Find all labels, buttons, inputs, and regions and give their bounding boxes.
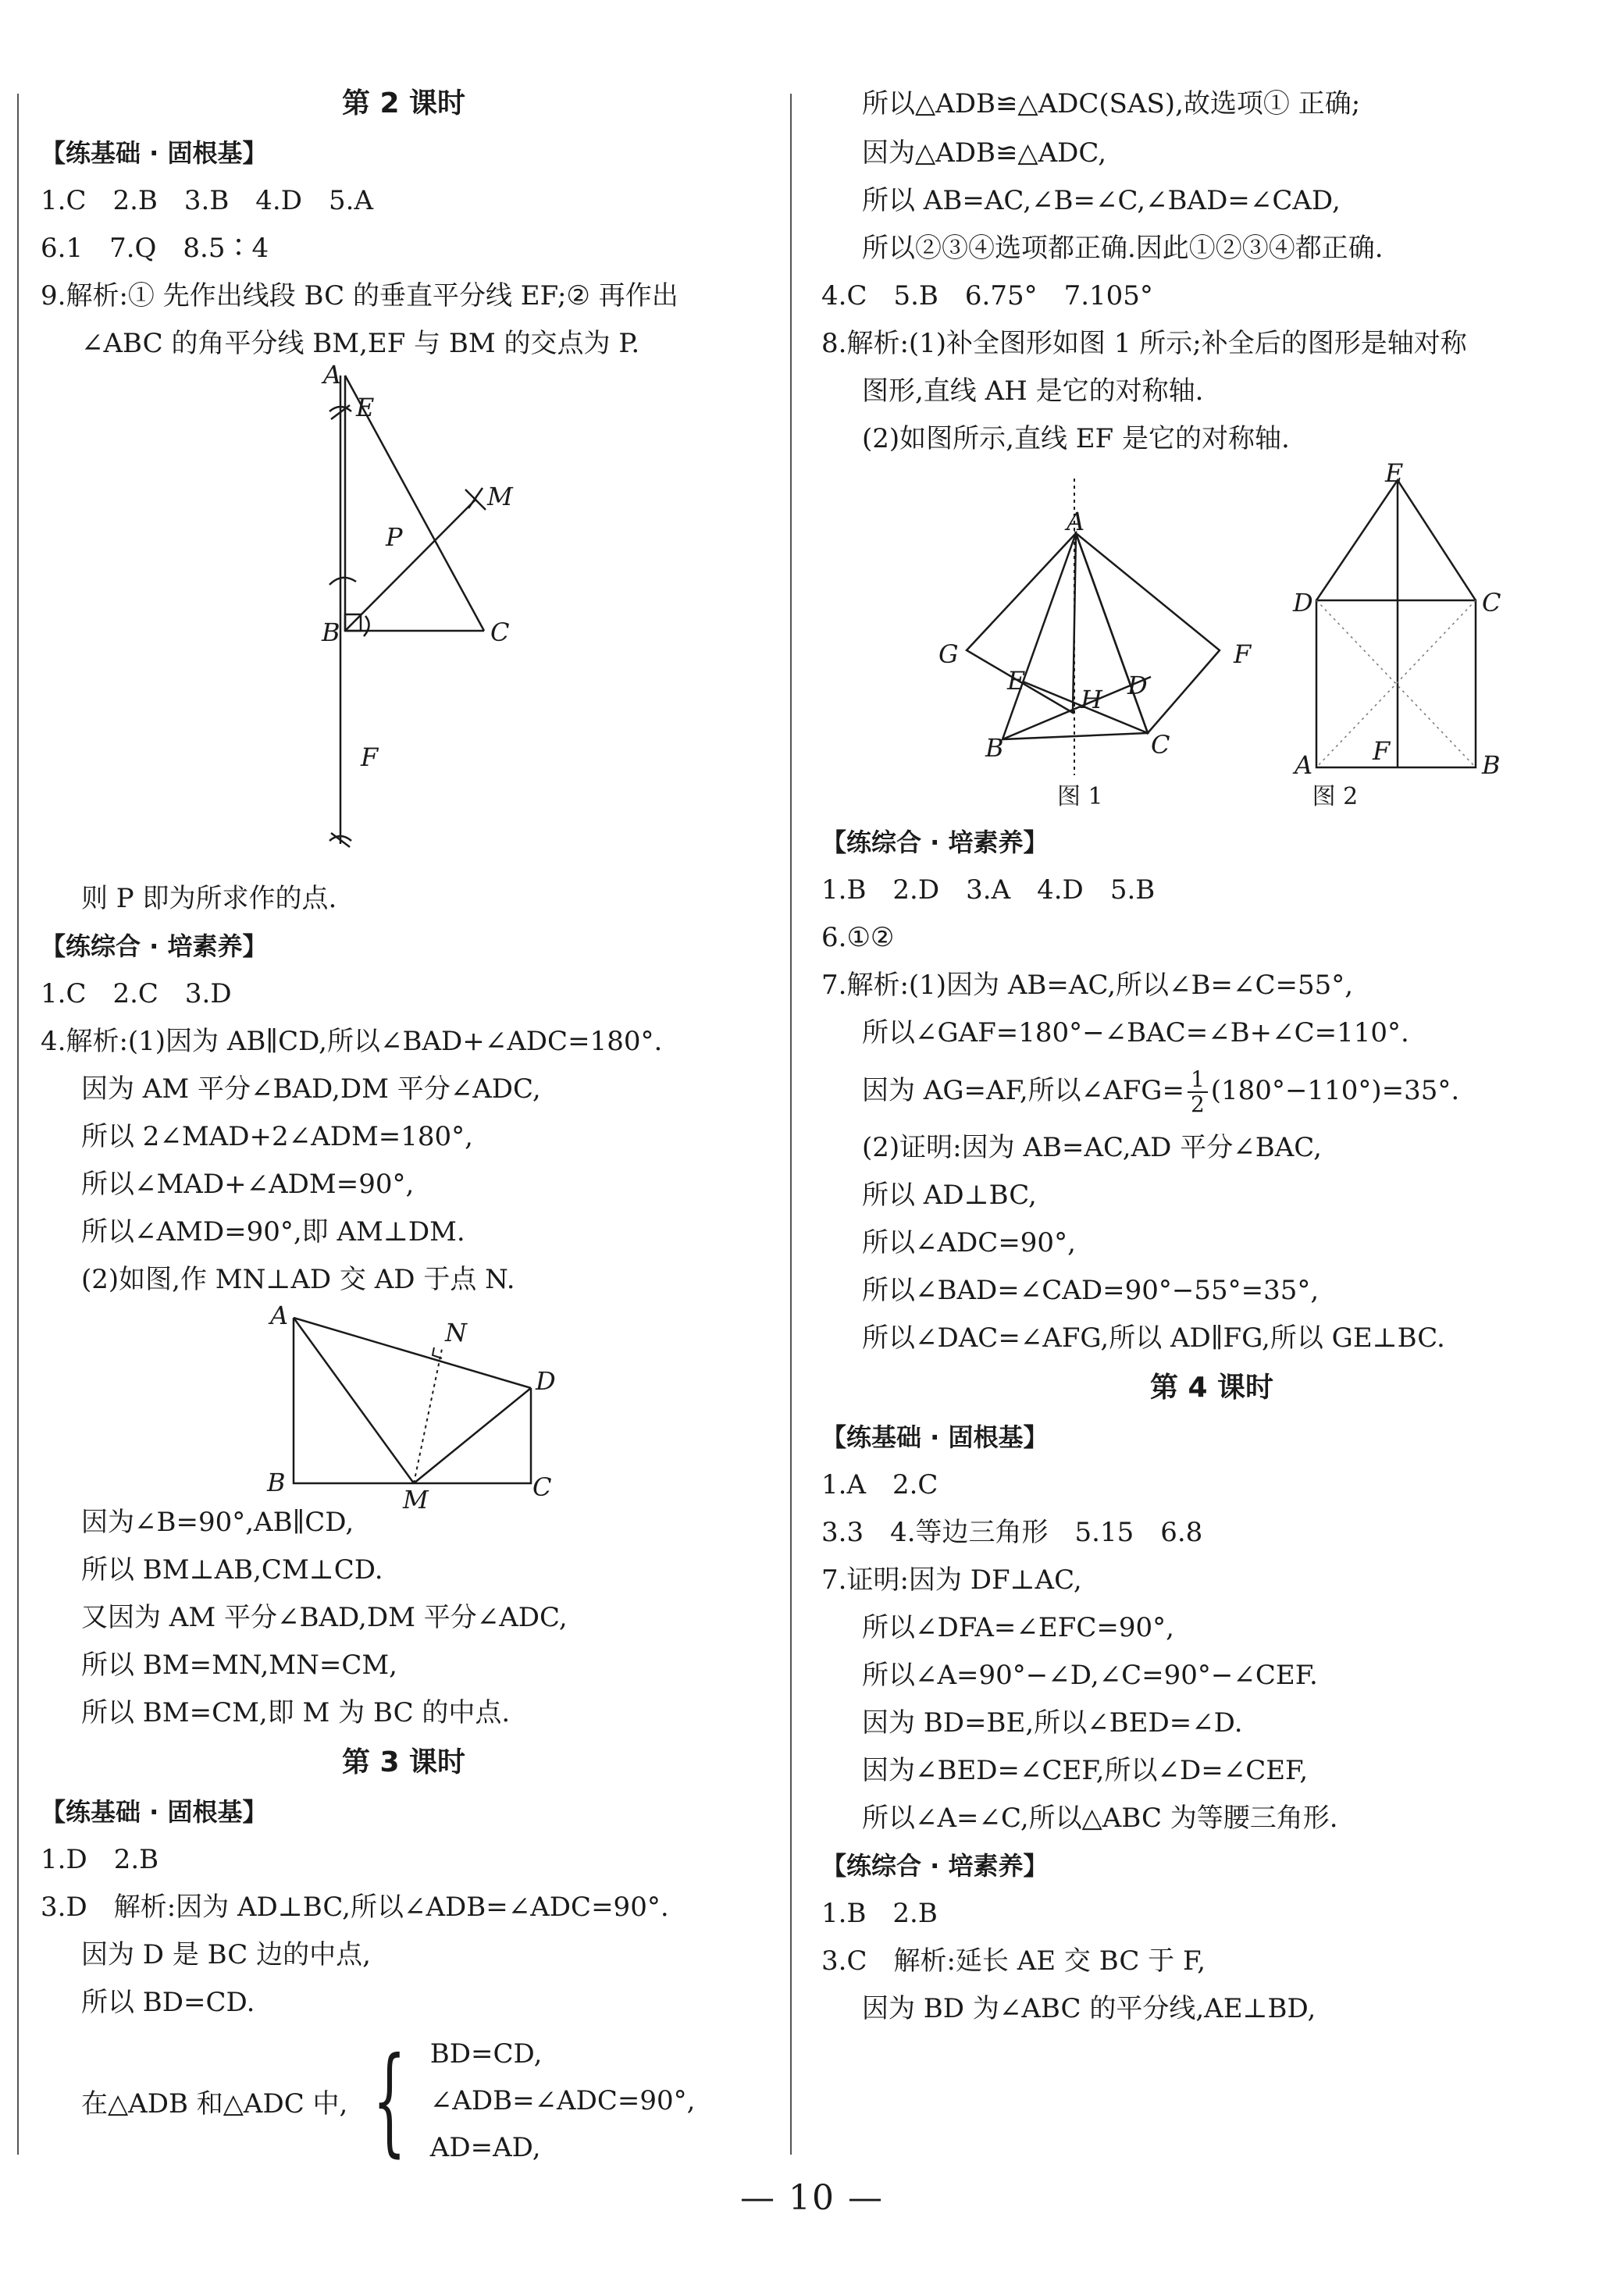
construction-figure [41,360,767,875]
system-row: ∠ADB=∠ADC=90°, [429,2085,696,2116]
answer-line: 1.B 2.B [821,1898,938,1929]
label-e: E [356,393,375,422]
label-a: A [270,1301,289,1330]
lesson-title: 第 3 课时 [341,1746,466,1778]
page-number: — 10 — [740,2178,884,2218]
label-m: M [403,1485,429,1515]
answer-line: 6.1 7.Q 8.5∶4 [41,233,269,264]
fraction-tail: (180°−110°)=35°. [1210,1075,1460,1106]
label-b: B [1482,750,1501,780]
answer-line: 因为 D 是 BC 边的中点, [81,1939,371,1970]
fraction [1188,1068,1208,1116]
answer-line: ∠ABC 的角平分线 BM,EF 与 BM 的交点为 P. [81,328,640,359]
answer-line: (2)如图,作 MN⊥AD 交 AD 于点 N. [81,1264,515,1295]
answer-line: 图形,直线 AH 是它的对称轴. [862,376,1204,407]
fraction-line [821,1057,1602,1124]
segment-dm [414,1388,531,1483]
answer-line: 4.解析:(1)因为 AB∥CD,所以∠BAD+∠ADC=180°. [41,1026,663,1057]
label-f: F [1234,639,1252,669]
answer-line: 7.解析:(1)因为 AB=AC,所以∠B=∠C=55°, [821,970,1354,1001]
fraction-numerator: 1 [1188,1068,1208,1093]
label-c: C [490,618,510,647]
answer-line: 所以②③④选项都正确.因此①②③④都正确. [862,233,1384,264]
label-a: A [1295,750,1313,780]
system-row: AD=AD, [429,2132,541,2163]
answer-line: 1.C 2.C 3.D [41,978,232,1009]
section-heading: 【练综合 · 培素养】 [821,828,1049,857]
quadrilateral-figure [41,1301,767,1515]
label-h: H [1081,685,1102,714]
lesson-title: 第 2 课时 [341,87,466,119]
section-heading: 【练综合 · 培素养】 [821,1851,1049,1881]
label-a: A [323,360,342,390]
fraction-denominator: 2 [1190,1091,1205,1117]
answer-line: 所以∠DAC=∠AFG,所以 AD∥FG,所以 GE⊥BC. [862,1322,1445,1354]
label-b: B [985,733,1004,763]
label-b: B [322,618,340,647]
answer-line: 因为 BD 为∠ABC 的平分线,AE⊥BD, [862,1993,1316,2024]
answer-line: 所以△ADB≌△ADC(SAS),故选项① 正确; [862,88,1361,119]
label-f: F [361,742,379,772]
answer-line: 1.A 2.C [821,1469,938,1500]
label-e: E [1385,458,1404,488]
arc-mark [364,616,369,636]
fraction-lead: 因为 AG=AF,所以∠AFG= [862,1075,1184,1106]
label-d: D [1127,671,1148,700]
answer-line: 1.B 2.D 3.A 4.D 5.B [821,874,1156,906]
answer-line: 所以∠AMD=90°,即 AM⊥DM. [81,1216,465,1248]
section-heading: 【练基础 · 固根基】 [821,1422,1049,1452]
answer-line: 所以 BM=CM,即 M 为 BC 的中点. [81,1697,511,1728]
brace-symbol: { [372,2033,407,2169]
system-rows [430,2031,696,2171]
answer-line: 所以 AB=AC,∠B=∠C,∠BAD=∠CAD, [862,185,1341,216]
symmetry-figures [821,458,1602,780]
arc-mark [329,578,356,585]
answer-line: 因为 AM 平分∠BAD,DM 平分∠ADC, [81,1073,541,1105]
answer-line: 所以∠A=90°−∠D,∠C=90°−∠CEF. [862,1660,1318,1691]
label-e: E [1007,666,1026,696]
answer-line: 3.3 4.等边三角形 5.15 6.8 [821,1517,1203,1548]
lesson-title: 第 4 课时 [1149,1372,1274,1404]
diagonal [1316,600,1476,767]
label-c: C [1151,730,1170,760]
section-heading: 【练综合 · 培素养】 [41,931,268,961]
caption-fig2: 图 2 [1312,783,1359,810]
bisector-bm [345,499,476,631]
answer-line: 所以 BD=CD. [81,1987,255,2018]
answer-line: 6.①② [821,922,895,953]
answer-line: 3.C 解析:延长 AE 交 BC 于 F, [821,1945,1206,1977]
segment-am [294,1318,414,1483]
column-divider [790,94,792,2155]
answer-line: (2)证明:因为 AB=AC,AD 平分∠BAC, [862,1132,1322,1163]
answer-line: 则 P 即为所求作的点. [81,883,337,914]
answer-line: 所以 BM⊥AB,CM⊥CD. [81,1554,383,1586]
answer-line: 因为 BD=BE,所以∠BED=∠D. [862,1707,1243,1739]
answer-line: 所以 AD⊥BC, [862,1180,1037,1211]
label-b: B [267,1468,286,1497]
answer-line: 所以 BM=MN,MN=CM, [81,1650,397,1681]
answer-line: 因为△ADB≌△ADC, [862,137,1107,169]
triangle-dec [1316,480,1476,600]
diagonal [1316,600,1476,767]
system-lead: 在△ADB 和△ADC 中, [81,2088,348,2120]
answer-line: 4.C 5.B 6.75° 7.105° [821,280,1153,311]
right-column [821,78,1602,2033]
label-d: D [1293,588,1313,618]
label-p: P [386,522,403,552]
side-ad [294,1318,531,1388]
figure-captions [821,775,1602,819]
answer-line: 8.解析:(1)补全图形如图 1 所示;补全后的图形是轴对称 [821,328,1467,359]
quadrilateral-abcm [294,1318,531,1483]
caption-fig1: 图 1 [1057,783,1103,810]
answer-line: 9.解析:① 先作出线段 BC 的垂直平分线 EF;② 再作出 [41,280,678,311]
answer-line: (2)如图所示,直线 EF 是它的对称轴. [862,423,1290,454]
label-c: C [532,1472,552,1502]
answer-line: 所以∠GAF=180°−∠BAC=∠B+∠C=110°. [862,1017,1409,1048]
label-d: D [536,1366,556,1396]
answer-line: 所以∠A=∠C,所以△ABC 为等腰三角形. [862,1803,1338,1834]
label-g: G [938,639,959,669]
section-heading: 【练基础 · 固根基】 [41,138,268,168]
left-column [41,78,767,2175]
label-m: M [487,482,513,511]
label-c: C [1482,588,1501,618]
answer-line: 所以∠ADC=90°, [862,1227,1076,1258]
label-f: F [1373,736,1391,766]
square-dcba [1316,600,1476,767]
left-margin-rule [17,94,19,2155]
label-a: A [1067,507,1085,536]
label-n: N [445,1318,467,1347]
answer-line: 因为∠B=90°,AB∥CD, [81,1507,354,1538]
answer-line: 所以∠DFA=∠EFC=90°, [862,1612,1174,1643]
answer-line: 7.证明:因为 DF⊥AC, [821,1564,1082,1596]
answer-line: 所以∠BAD=∠CAD=90°−55°=35°, [862,1275,1320,1306]
answer-line: 所以 2∠MAD+2∠ADM=180°, [81,1121,473,1152]
answer-line: 1.D 2.B [41,1844,159,1875]
answer-line: 3.D 解析:因为 AD⊥BC,所以∠ADB=∠ADC=90°. [41,1892,669,1923]
section-heading: 【练基础 · 固根基】 [41,1797,268,1827]
answer-line: 因为∠BED=∠CEF,所以∠D=∠CEF, [862,1755,1309,1786]
answer-line: 1.C 2.B 3.B 4.D 5.A [41,185,373,216]
equation-system [41,2027,767,2175]
system-row: BD=CD, [429,2038,543,2070]
answer-line: 又因为 AM 平分∠BAD,DM 平分∠ADC, [81,1602,568,1633]
answer-line: 所以∠MAD+∠ADM=90°, [81,1169,415,1200]
